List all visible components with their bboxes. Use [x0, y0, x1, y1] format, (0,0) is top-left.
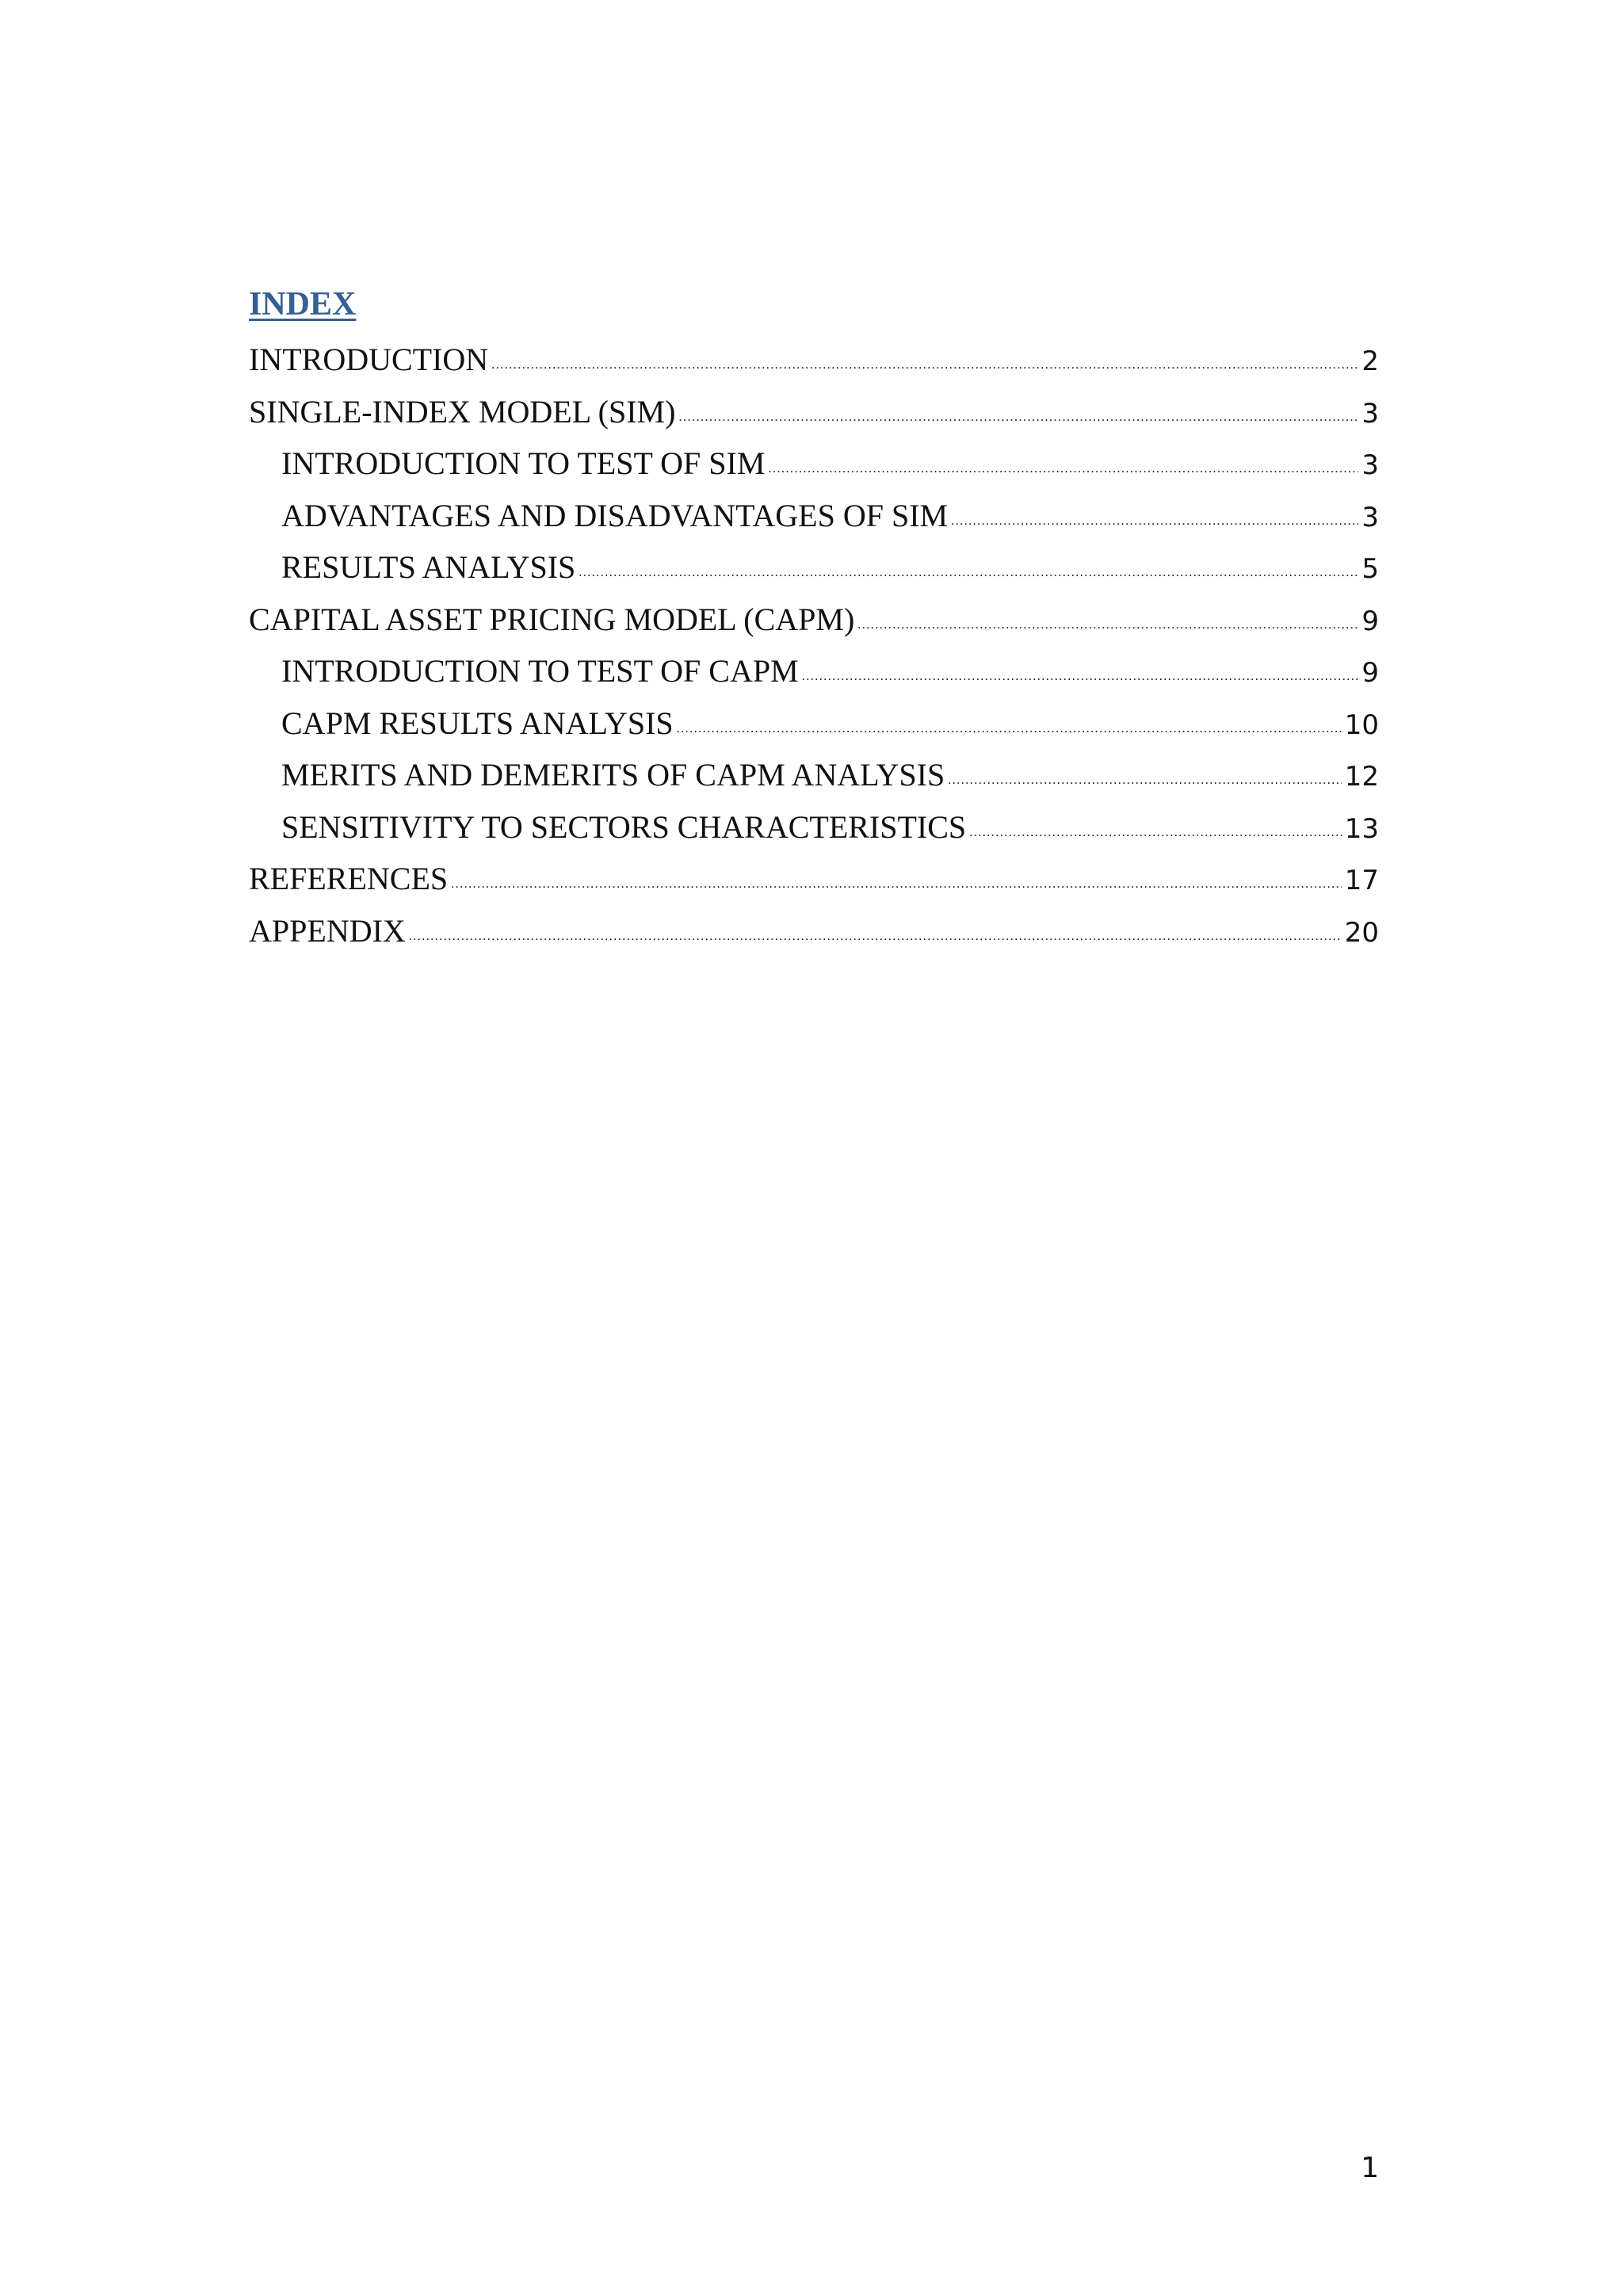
- toc-entry-label: MERITS AND DEMERITS OF CAPM ANALYSIS: [281, 757, 945, 793]
- toc-entry-single-index-model[interactable]: [249, 386, 1379, 438]
- page-number: 1: [1361, 2152, 1379, 2184]
- toc-entry-advantages-disadvantages-sim[interactable]: [249, 490, 1379, 542]
- toc-entry-page: 3: [1361, 449, 1379, 481]
- toc-entry-appendix[interactable]: [249, 905, 1379, 957]
- toc-entry-page: 9: [1361, 657, 1379, 689]
- toc-dot-leader: [677, 703, 1342, 755]
- toc-entry-page: 3: [1361, 397, 1379, 430]
- toc-dot-leader: [802, 651, 1359, 703]
- toc-entry-label: CAPM RESULTS ANALYSIS: [281, 705, 674, 741]
- toc-title: INDEX: [249, 286, 357, 323]
- toc-dot-leader: [409, 911, 1342, 963]
- toc-entry-references[interactable]: [249, 853, 1379, 905]
- toc-dot-leader: [969, 807, 1342, 859]
- toc-entry-label: RESULTS ANALYSIS: [281, 549, 576, 585]
- toc-dot-leader: [451, 858, 1342, 911]
- toc-dot-leader: [579, 547, 1358, 599]
- toc-entry-page: 20: [1344, 916, 1379, 949]
- toc-entry-page: 10: [1344, 709, 1379, 741]
- toc-entry-introduction[interactable]: [249, 334, 1379, 386]
- toc-entry-label: INTRODUCTION TO TEST OF CAPM: [281, 653, 799, 689]
- toc-entry-sensitivity-sectors[interactable]: [249, 801, 1379, 854]
- toc-entry-label: ADVANTAGES AND DISADVANTAGES OF SIM: [281, 497, 949, 533]
- toc-entry-label: APPENDIX: [249, 912, 406, 949]
- toc-entry-label: SINGLE-INDEX MODEL (SIM): [249, 393, 676, 430]
- toc-entry-label: INTRODUCTION: [249, 342, 489, 377]
- toc-entry-results-analysis[interactable]: [249, 541, 1379, 594]
- toc-dot-leader: [948, 755, 1342, 807]
- toc-entry-label: CAPITAL ASSET PRICING MODEL (CAPM): [249, 601, 855, 637]
- toc-entry-merits-demerits-capm[interactable]: [249, 749, 1379, 801]
- toc-entry-introduction-to-test-of-sim[interactable]: [249, 437, 1379, 490]
- toc-entry-page: 9: [1361, 605, 1379, 637]
- toc-entry-capm[interactable]: [249, 594, 1379, 646]
- toc-entry-page: 3: [1361, 501, 1379, 533]
- toc-entry-page: 17: [1344, 865, 1379, 896]
- toc-entry-label: REFERENCES: [249, 861, 449, 896]
- toc-entry-page: 5: [1361, 553, 1379, 585]
- toc-entry-page: 2: [1361, 346, 1379, 377]
- toc-dot-leader: [678, 392, 1358, 444]
- toc-entry-introduction-to-test-of-capm[interactable]: [249, 645, 1379, 697]
- toc-dot-leader: [857, 599, 1358, 651]
- toc-entry-label: SENSITIVITY TO SECTORS CHARACTERISTICS: [281, 808, 967, 845]
- table-of-contents: [249, 281, 1379, 957]
- toc-entry-page: 13: [1344, 812, 1379, 845]
- toc-dot-leader: [768, 443, 1358, 495]
- toc-entry-label: INTRODUCTION TO TEST OF SIM: [281, 445, 766, 481]
- toc-dot-leader: [951, 495, 1358, 548]
- toc-entry-page: 12: [1344, 761, 1379, 793]
- toc-dot-leader: [491, 339, 1358, 392]
- toc-entry-capm-results-analysis[interactable]: [249, 697, 1379, 750]
